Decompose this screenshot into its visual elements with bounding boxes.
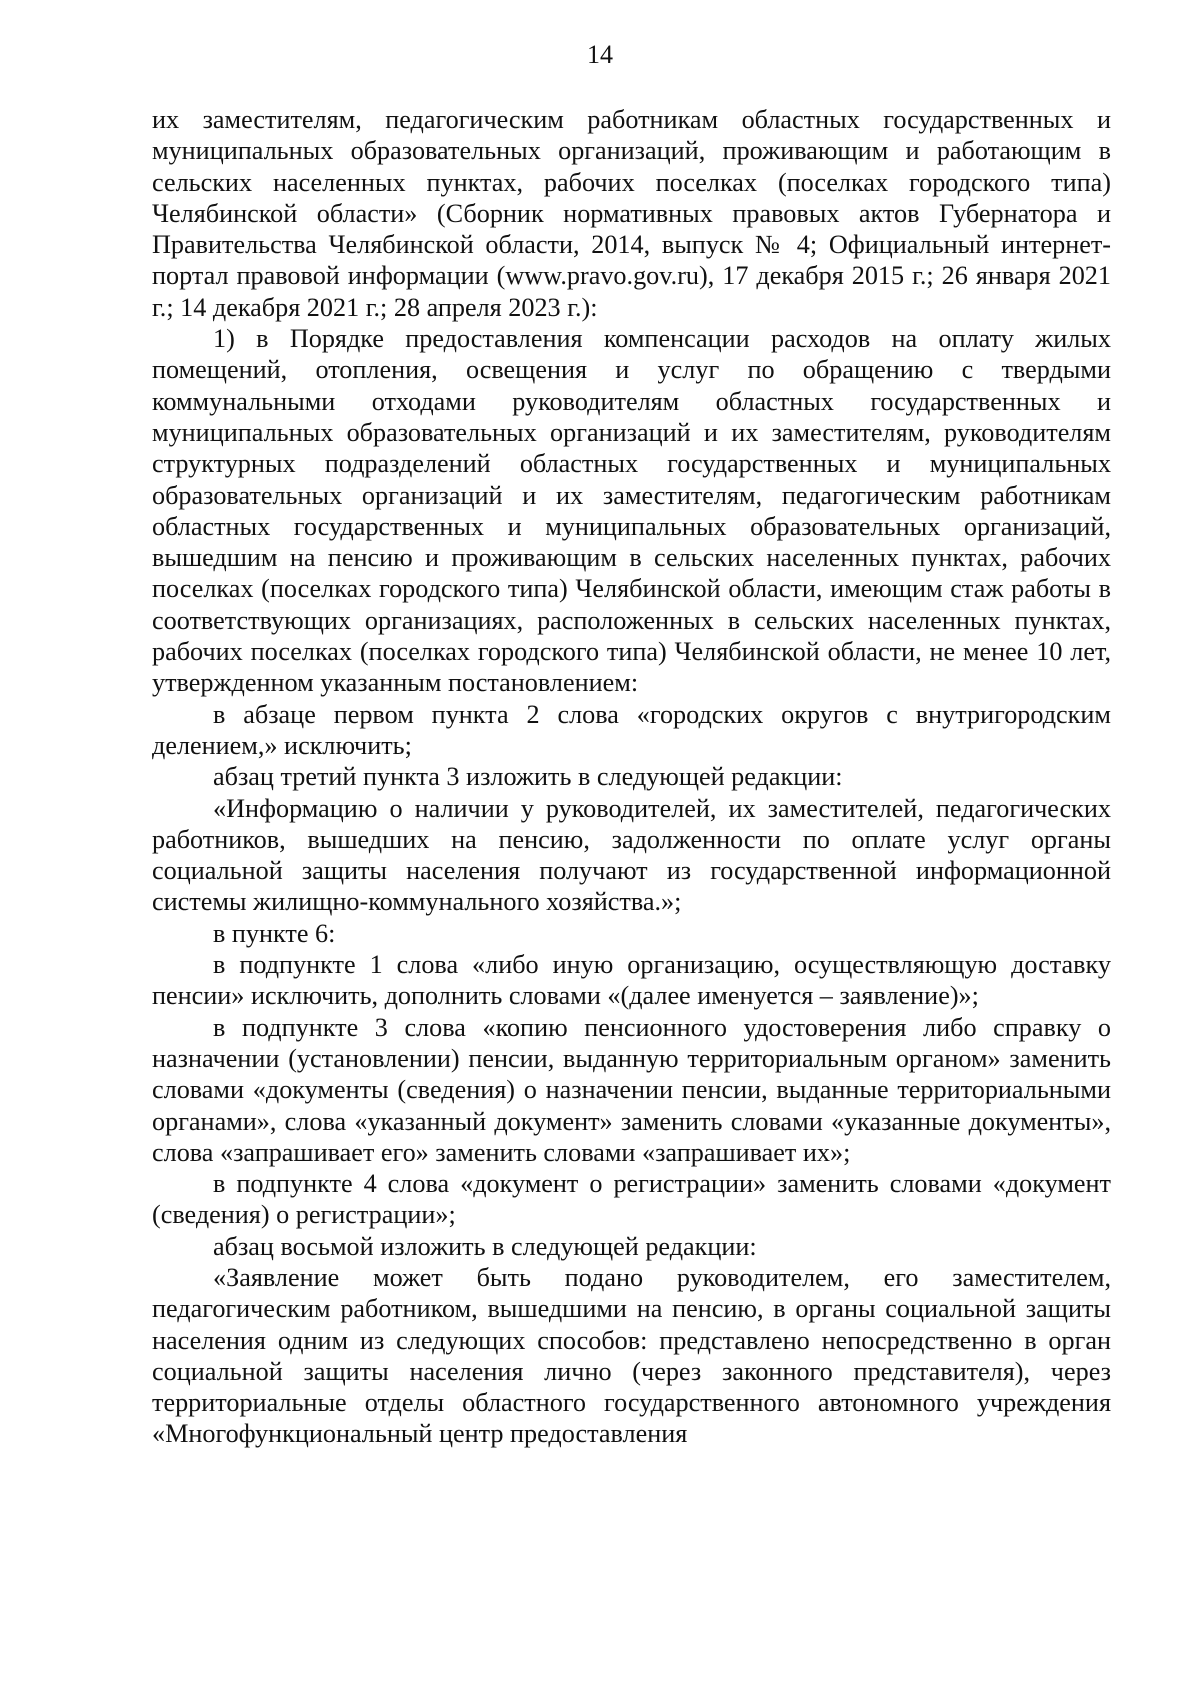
document-body (152, 104, 1111, 1450)
paragraph-amendment: абзац восьмой изложить в следующей редакции: (213, 1231, 757, 1261)
paragraph-item-1: 1) в Порядке предоставления компенсации расходов на оплату жилых помещений, отопления, освещения и услуг по обращению с твердыми коммунальными отходами руководителям областных государственных и муниципальных образовательных организаций и их заместителям, руководителям структурных подразделений областных государственных и муниципальных образовательных организаций и их заместителям, педагогическим работникам областных государственных и муниципальных образовательных организаций, вышедшим на пенсию и проживающим в сельских населенных пунктах, рабочих поселках (поселках городского типа) Челябинской области, имеющим стаж работы в соответствующих организациях, расположенных в сельских населенных пунктах, рабочих поселках (поселках городского типа) Челябинской области, не менее 10 лет, утвержденном указанным постановлением: (152, 324, 1111, 698)
paragraph-continuation: их заместителям, педагогическим работникам областных государственных и муниципальных образовательных организаций, проживающим и работающим в сельских населенных пунктах, рабочих поселках (поселках городского типа) Челябинской области» (Сборник нормативных правовых актов Губернатора и Правительства Челябинской области, 2014, выпуск № 4; Официальный интернет-портал правовой информации (www.pravo.gov.ru), 17 декабря 2015 г.; 26 января 2021 г.; 14 декабря 2021 г.; 28 апреля 2023 г.): (152, 105, 1111, 322)
paragraph-amendment: абзац третий пункта 3 изложить в следующей редакции: (213, 762, 843, 792)
paragraph-amendment: в пункте 6: (213, 918, 336, 948)
page-number: 14 (587, 40, 613, 69)
paragraph-amendment: в подпункте 1 слова «либо иную организацию, осуществляющую доставку пенсии» исключить, дополнить словами «(далее именуется – заявление)»; (152, 950, 1111, 1011)
paragraph-amendment: в подпункте 3 слова «копию пенсионного удостоверения либо справку о назначении (установлении) пенсии, выданную территориальным органом» заменить словами «документы (сведения) о назначении пенсии, выданные территориальными органами», слова «указанный документ» заменить словами «указанные документы», слова «запрашивает его» заменить словами «запрашивает их»; (152, 1012, 1111, 1167)
paragraph-amendment: в абзаце первом пункта 2 слова «городских округов с внутригородским делением,» исключить; (152, 699, 1111, 760)
paragraph-amendment: в подпункте 4 слова «документ о регистрации» заменить словами «документ (сведения) о регистрации»; (152, 1169, 1111, 1230)
paragraph-quote: «Информацию о наличии у руководителей, их заместителей, педагогических работников, вышедших на пенсию, задолженности по оплате услуг органы социальной защиты населения получают из государственной информационной системы жилищно-коммунального хозяйства.»; (152, 793, 1111, 917)
paragraph-quote: «Заявление может быть подано руководителем, его заместителем, педагогическим работником, вышедшими на пенсию, в органы социальной защиты населения одним из следующих способов: представлено непосредственно в орган социальной защиты населения лично (через законного представителя), через территориальные отделы областного государственного автономного учреждения «Многофункциональный центр предоставления (152, 1262, 1111, 1449)
